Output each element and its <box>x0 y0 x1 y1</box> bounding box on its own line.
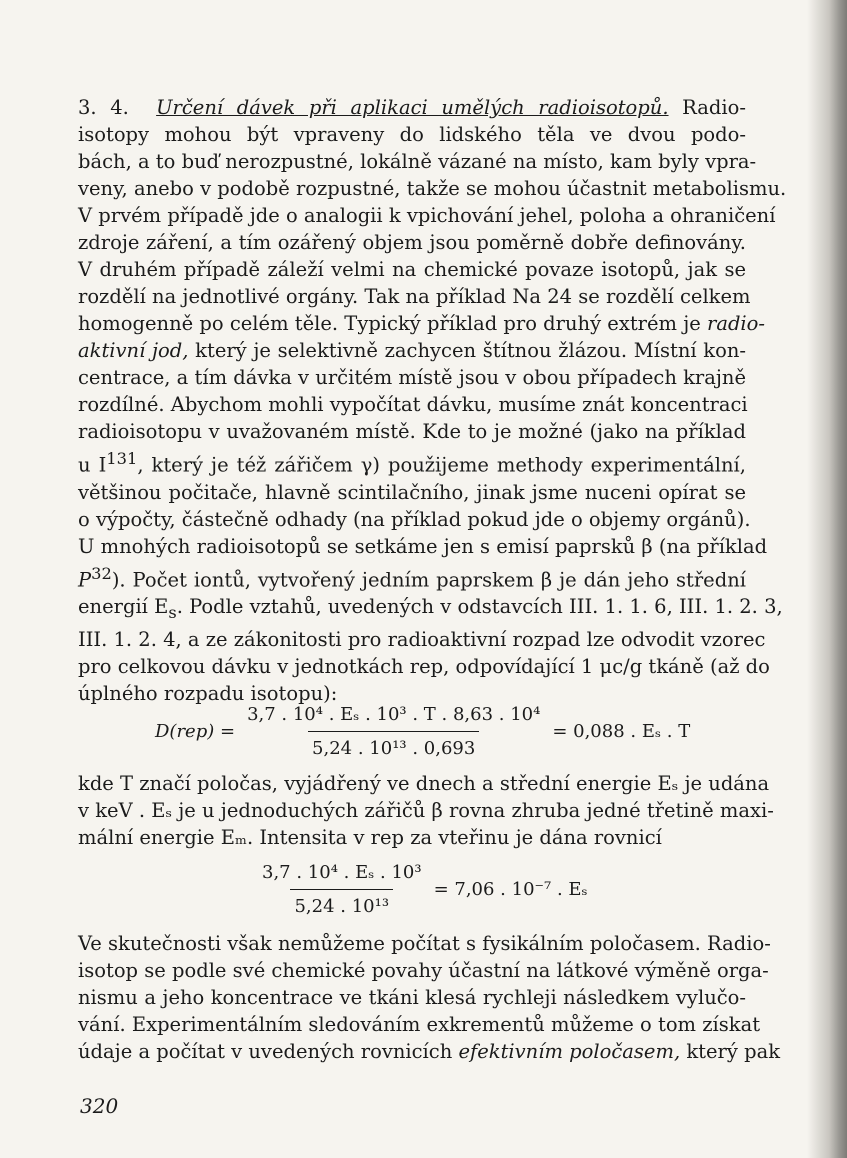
text-line: v keV . Eₛ je u jednoduchých zářičů β rovna zhruba jedné třetině maxi- <box>78 799 774 822</box>
text-line: u $I^{131}$, který je též zářičem γ) použijeme methody experimentální, <box>78 449 746 477</box>
text-line: homogenně po celém těle. Typický příklad pro druhý extrém je radio- <box>78 312 765 335</box>
paragraph-3 <box>78 930 781 1065</box>
formula-numerator: 3,7 . 10⁴ . Eₛ . 10³ . T . 8,63 . 10⁴ <box>247 704 541 725</box>
text-line: většinou počitače, hlavně scintilačního, jinak jsme nuceni opírat se <box>78 480 746 504</box>
text-line: rozdělí na jednotlivé orgány. Tak na příklad Na 24 se rozdělí celkem <box>78 285 751 308</box>
formula-fraction <box>258 862 426 917</box>
text-line: 3. 4. Určení dávek při aplikaci umělých radioisotopů. Radio- <box>78 96 746 119</box>
text-line: zdroje záření, a tím ozářený objem jsou poměrně dobře definovány. <box>78 231 746 254</box>
text-line: Ve skutečnosti však nemůžeme počítat s fysikálním poločasem. Radio- <box>78 932 771 955</box>
text-line: pro celkovou dávku v jednotkách rep, odpovídající 1 μc/g tkáně (až do <box>78 654 770 678</box>
page-number: 320 <box>80 1094 119 1118</box>
formula-dose-rep <box>155 704 690 759</box>
text-line: III. 1. 2. 4, a ze zákonitosti pro radioaktivní rozpad lze odvodit vzorec <box>78 627 766 651</box>
text-line: údaje a počítat v uvedených rovnicích efektivním poločasem, který pak <box>78 1040 781 1063</box>
text-line: nismu a jeho koncentrace ve tkáni klesá rychleji následkem vylučo- <box>78 986 746 1009</box>
formula-lhs: D(rep) = <box>155 721 236 742</box>
formula-rhs: = 7,06 . 10⁻⁷ . Eₛ <box>433 879 588 900</box>
text-line: bách, a to buď nerozpustné, lokálně vázané na místo, kam byly vpra- <box>78 150 757 173</box>
scan-page-edge <box>807 0 847 1158</box>
text-line: V prvém případě jde o analogii k vpichování jehel, poloha a ohraničení <box>78 204 776 227</box>
text-line: kde T značí poločas, vyjádřený ve dnech a střední energie Eₛ je udána <box>78 772 770 795</box>
text-line: $P^{32}$). Počet iontů, vytvořený jedním paprskem β je dán jeho střední <box>78 563 746 591</box>
section-title: Určení dávek při aplikaci umělých radioisotopů. <box>156 96 669 119</box>
text-line: úplného rozpadu isotopu): <box>78 681 338 705</box>
text-line: radioisotopu v uvažovaném místě. Kde to je možné (jako na příklad <box>78 420 746 443</box>
paragraph-2 <box>78 770 774 851</box>
formula-numerator: 3,7 . 10⁴ . Eₛ . 10³ <box>262 862 422 883</box>
text-line: rozdílné. Abychom mohli vypočítat dávku, musíme znát koncentraci <box>78 393 748 416</box>
text-line: U mnohých radioisotopů se setkáme jen s emisí paprsků β (na příklad <box>78 534 768 558</box>
text-line: centrace, a tím dávka v určitém místě jsou v obou případech krajně <box>78 366 746 389</box>
formula-denominator: 5,24 . 10¹³ . 0,693 <box>308 731 479 759</box>
section-number: 3. 4. <box>78 96 129 119</box>
text-line: isotop se podle své chemické povahy účastní na látkové výměně orga- <box>78 959 769 982</box>
formula-fraction <box>243 704 544 759</box>
formula-denominator: 5,24 . 10¹³ <box>290 889 393 917</box>
text-line: veny, anebo v podobě rozpustné, takže se mohou účastnit metabolismu. <box>78 177 787 200</box>
text-line: V druhém případě záleží velmi na chemické povaze isotopů, jak se <box>78 258 746 281</box>
formula-intensity <box>250 862 588 917</box>
paragraph-1 <box>78 94 787 707</box>
text-line: mální energie Eₘ. Intensita v rep za vteřinu je dána rovnicí <box>78 826 662 849</box>
text-line: energií $E_s$. Podle vztahů, uvedených v odstavcích III. 1. 1. 6, III. 1. 2. 3, <box>78 595 783 622</box>
text-line: isotopy mohou být vpraveny do lidského těla ve dvou podo- <box>78 123 746 146</box>
text-line: aktivní jod, který je selektivně zachycen štítnou žlázou. Místní kon- <box>78 339 747 362</box>
text-line: o výpočty, částečně odhady (na příklad pokud jde o objemy orgánů). <box>78 507 751 531</box>
formula-rhs: = 0,088 . Eₛ . T <box>552 721 691 742</box>
text-line: vání. Experimentálním sledováním exkrementů můžeme o tom získat <box>78 1013 761 1036</box>
